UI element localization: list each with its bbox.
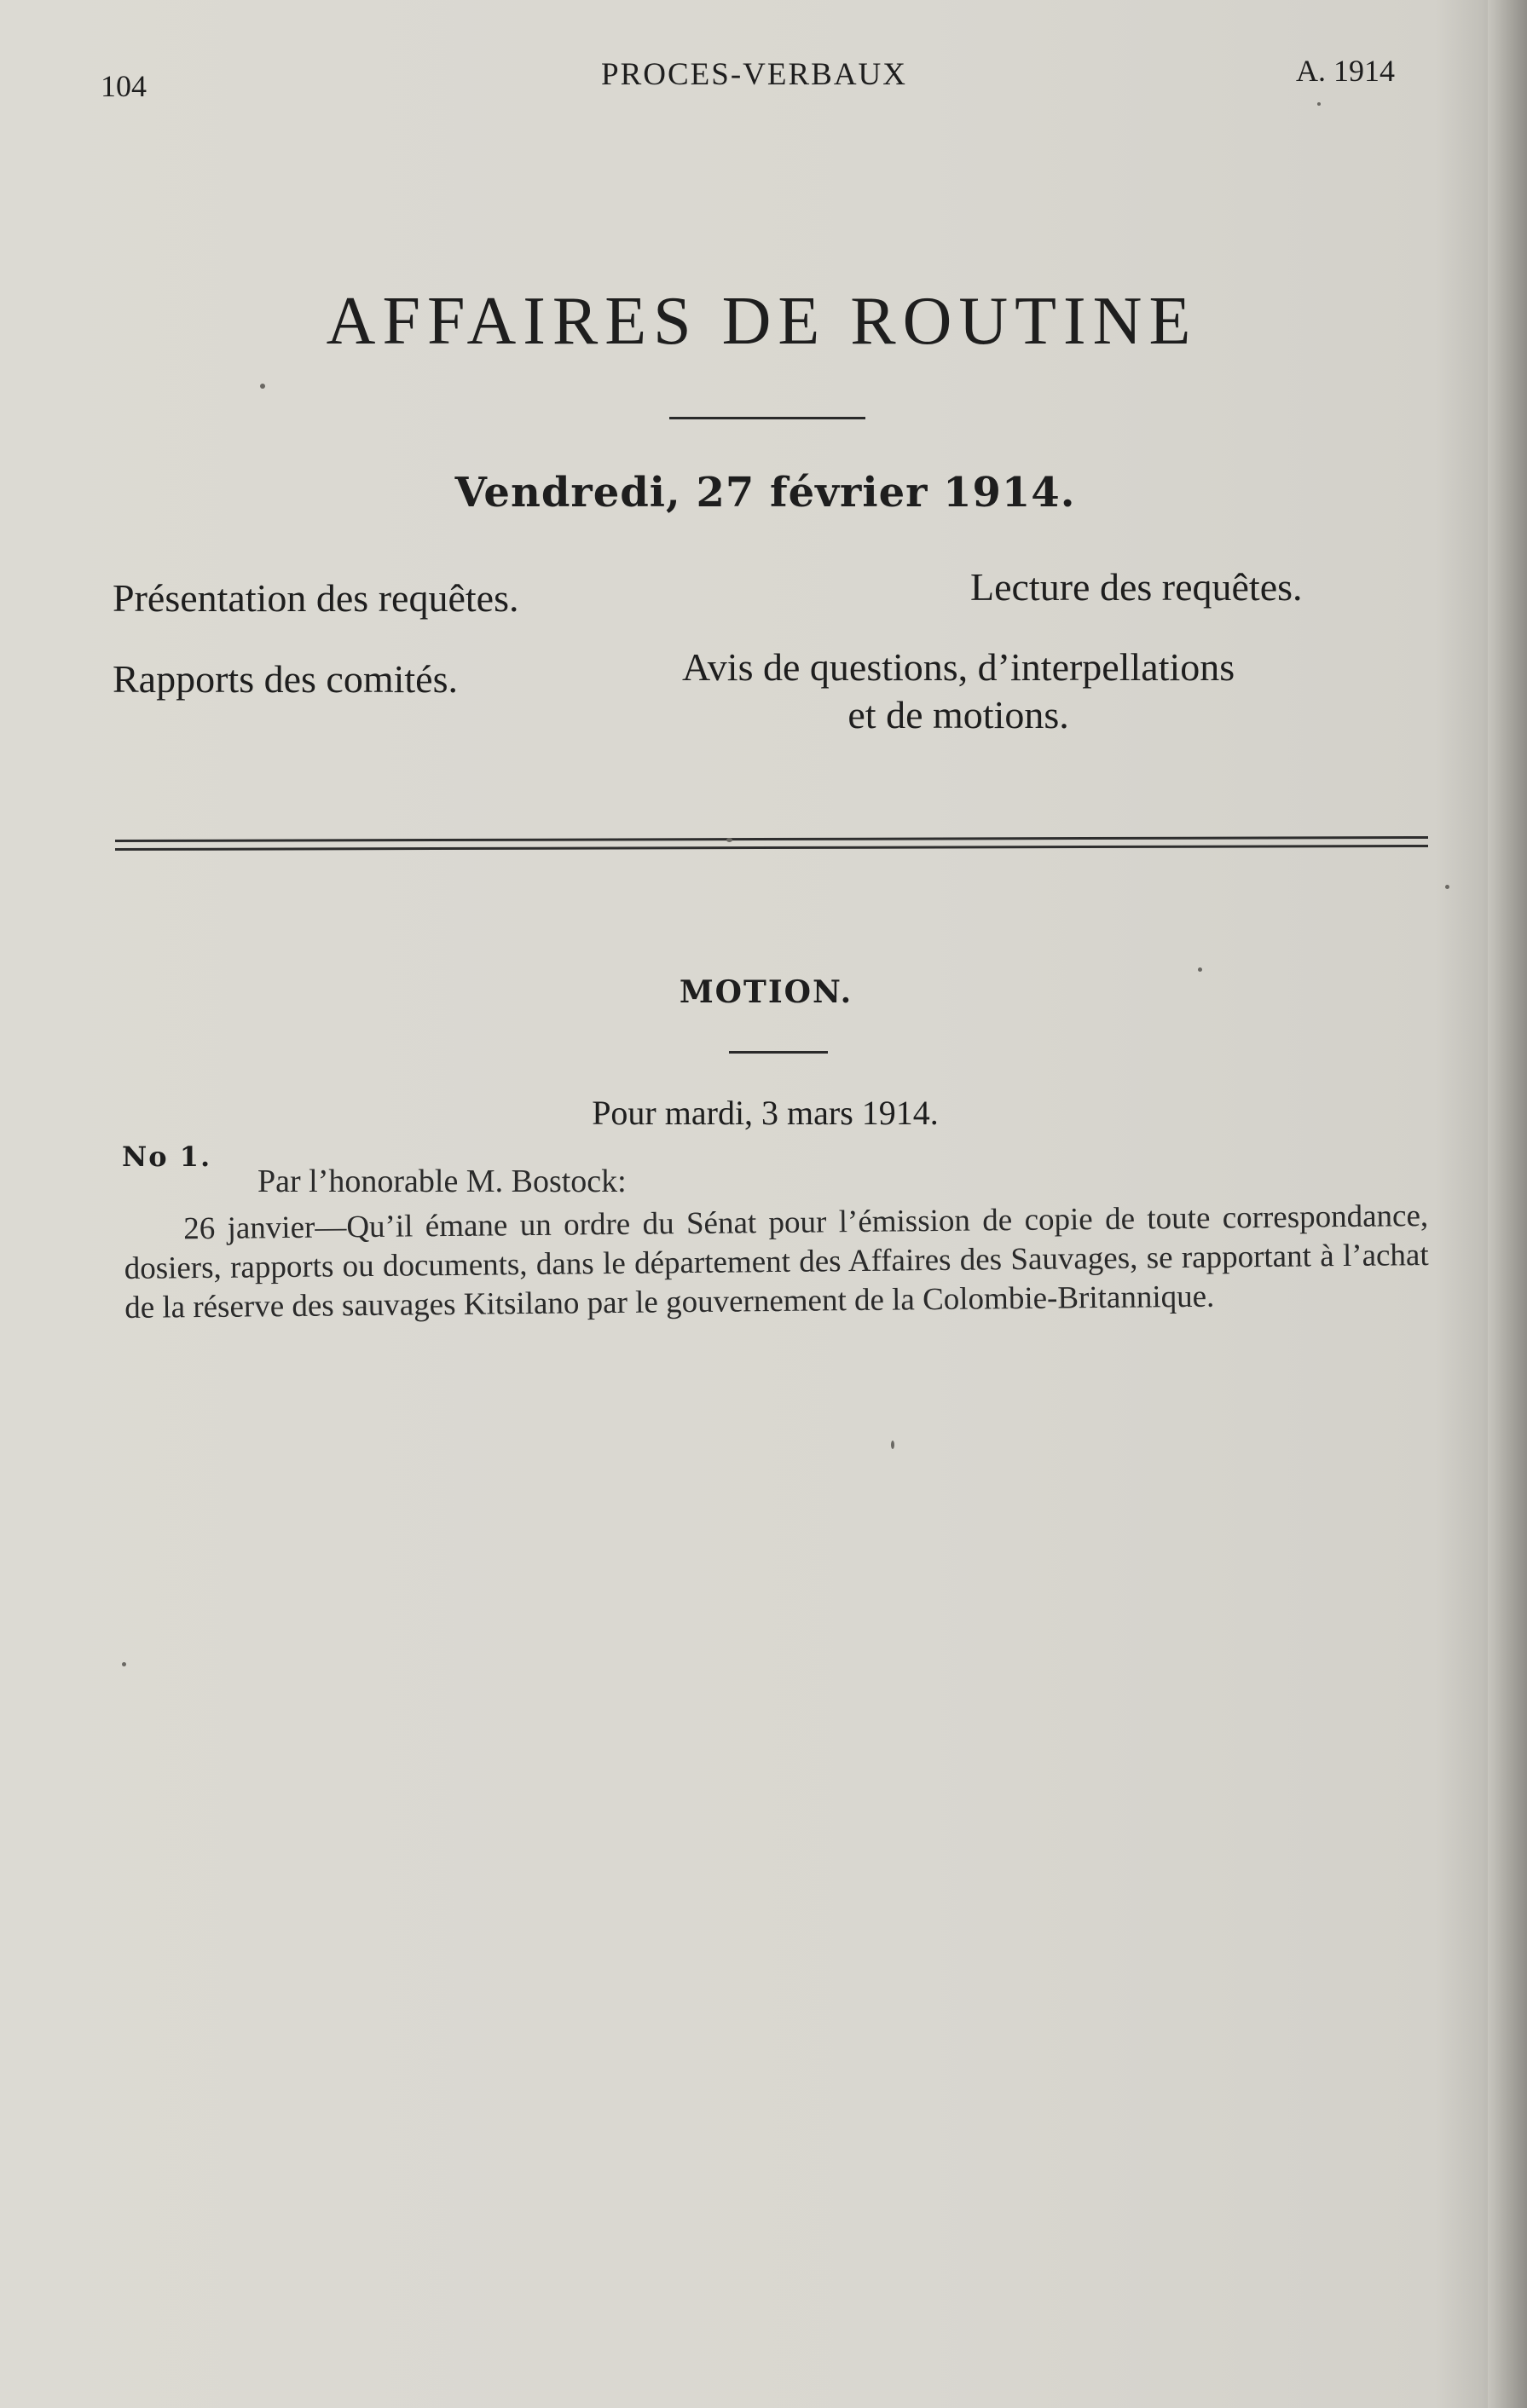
year-mark: A. 1914 bbox=[1296, 54, 1395, 88]
session-date-text: Vendredi, 27 février 1914. bbox=[454, 469, 1076, 517]
motion-number: No 1. bbox=[122, 1140, 212, 1173]
paper-speck bbox=[726, 838, 732, 842]
motion-text bbox=[124, 1197, 1429, 1328]
title-rule bbox=[669, 417, 865, 419]
page-number: 104 bbox=[101, 69, 147, 103]
order-item-presentation: Présentation des requêtes. bbox=[113, 576, 519, 620]
page-title-text: AFFAIRES DE ROUTINE bbox=[326, 284, 1198, 359]
page-binding-edge bbox=[1488, 0, 1527, 2408]
paper-speck bbox=[122, 1662, 126, 1666]
order-item-avis bbox=[682, 644, 1235, 739]
paper-speck bbox=[1445, 885, 1449, 889]
paper-speck bbox=[260, 384, 265, 389]
paper-speck bbox=[891, 1441, 894, 1449]
running-head-text: PROCES-VERBAUX bbox=[601, 57, 907, 92]
motion-mover: Par l’honorable M. Bostock: bbox=[257, 1164, 627, 1199]
page-title bbox=[0, 283, 1527, 361]
paper-speck bbox=[1317, 102, 1321, 106]
motion-heading-text: MOTION. bbox=[679, 974, 853, 1010]
motion-deadline-text: Pour mardi, 3 mars 1914. bbox=[592, 1094, 939, 1132]
order-item-avis-line-2: et de motions. bbox=[847, 693, 1069, 736]
order-item-avis-line-1: Avis de questions, d’interpellations bbox=[682, 645, 1235, 689]
session-date bbox=[0, 469, 1527, 517]
motion-deadline bbox=[0, 1093, 1527, 1133]
order-item-rapports: Rapports des comités. bbox=[113, 657, 458, 701]
paper-speck bbox=[1198, 967, 1202, 972]
motion-rule bbox=[729, 1051, 828, 1054]
order-item-lecture: Lecture des requêtes. bbox=[970, 565, 1303, 609]
motion-heading bbox=[0, 974, 1527, 1010]
motion-text-content: 26 janvier—Qu’il émane un ordre du Sénat pour l’émission de copie de toute correspondance, dosiers, rapports ou documents, dans le département des Affaires des Sauvages, se rapportant à l’achat de la réserve des sauvages Kitsilano par le gouvernement de la Colombie-Britannique. bbox=[124, 1198, 1429, 1325]
